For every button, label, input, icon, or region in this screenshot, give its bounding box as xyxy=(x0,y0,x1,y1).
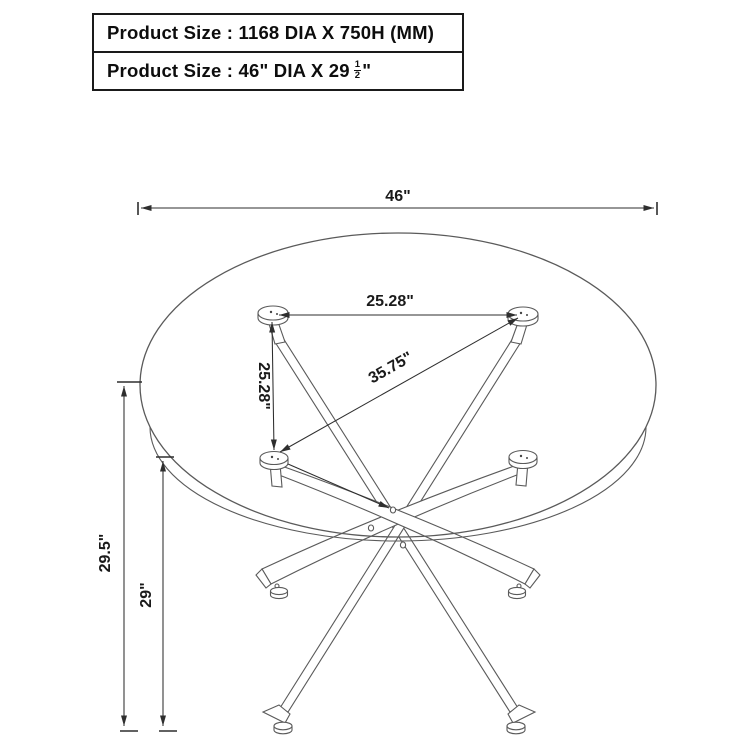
dim-label-overall-height: 29.5" xyxy=(97,533,114,573)
dim-label-leg-span-horizontal: 25.28" xyxy=(366,293,414,310)
inch-mark: " xyxy=(362,60,372,81)
adjustable-foot xyxy=(274,722,292,730)
adjustable-foot xyxy=(507,722,525,730)
leg-rear-right xyxy=(274,465,540,599)
leg-front-left xyxy=(263,338,521,734)
dim-label-leg-span-vertical: 25.28" xyxy=(255,362,272,410)
mount-disc-bottom-right xyxy=(509,451,537,469)
mount-disc-top-right xyxy=(508,307,538,326)
dim-base-height xyxy=(138,457,177,731)
pivot-bolt xyxy=(390,507,395,513)
dim-label-base-height: 29" xyxy=(138,582,155,608)
half-inch-fraction: $\frac{1}{2}$ xyxy=(354,58,361,81)
glass-table-top xyxy=(140,233,656,541)
dim-leg-span-horizontal xyxy=(279,293,517,315)
product-size-inch-label: Product Size : 46" DIA X 29 xyxy=(107,60,350,81)
dim-overall-height xyxy=(97,382,142,731)
dimension-annotations xyxy=(97,188,657,731)
dim-top-diameter xyxy=(138,188,657,215)
leg-rear-left xyxy=(256,465,522,599)
dim-label-leg-diagonal: 35.75" xyxy=(365,348,416,388)
leg-front-right xyxy=(275,338,535,734)
product-size-mm-label: Product Size : 1168 DIA X 750H (MM) xyxy=(107,22,435,43)
mount-disc-bottom-left xyxy=(260,452,288,470)
adjustable-foot xyxy=(509,587,526,594)
adjustable-foot xyxy=(271,587,288,594)
pivot-bolt xyxy=(400,542,405,548)
dim-leg-span-vertical xyxy=(255,322,274,450)
pivot-bolt xyxy=(368,525,373,531)
dim-label-top-diameter: 46" xyxy=(385,188,411,205)
